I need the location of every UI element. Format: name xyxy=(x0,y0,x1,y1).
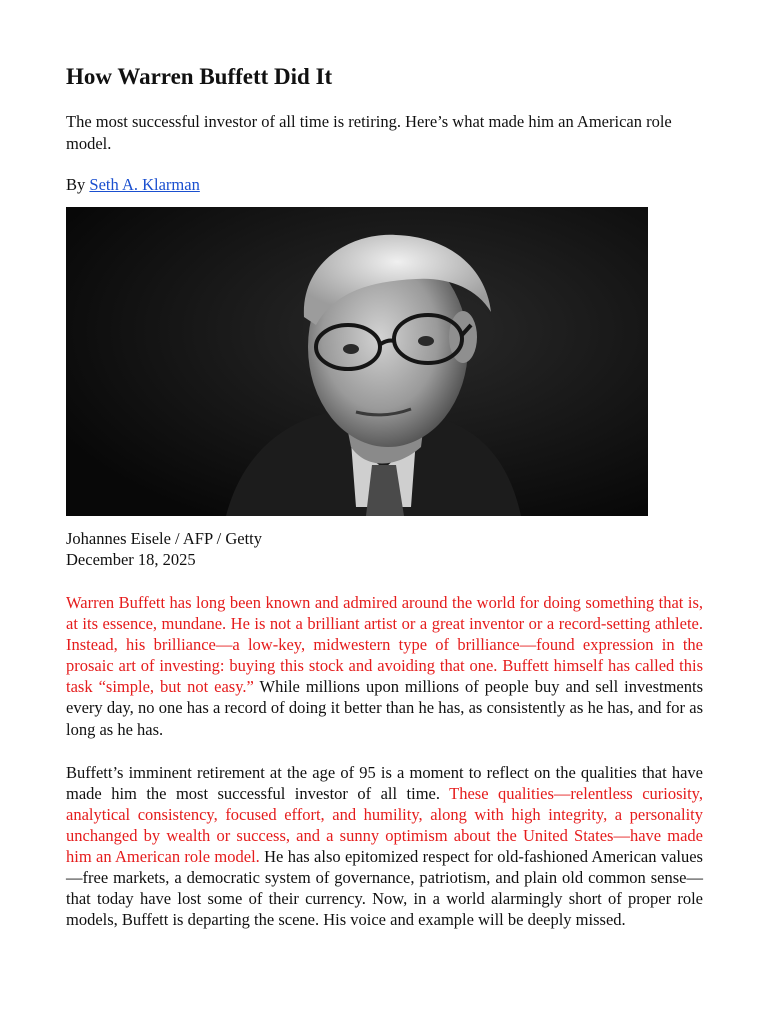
body-paragraph-2 xyxy=(66,762,703,931)
publish-date: December 18, 2025 xyxy=(66,550,196,569)
byline-prefix: By xyxy=(66,175,90,194)
portrait-image xyxy=(66,207,648,516)
highlighted-text: These qualities—relentless curiosity, analytical consistency, focused effort, and humility, along with high integrity, a personality unchanged by wealth or success, and a sunny optimism about the United States—have made him an American role model. xyxy=(66,783,703,867)
body-text: He has also epitomized respect for old-fashioned American values—free markets, a democratic system of governance, patriotism, and plain old common sense—that today have lost some of their currency. Now, in a world alarmingly short of proper role models, Buffett is departing the scene. His voice and example will be deeply missed. xyxy=(66,847,703,930)
author-link[interactable]: Seth A. Klarman xyxy=(89,175,200,194)
body-text: Buffett’s imminent retirement at the age of 95 is a moment to reflect on the qualities that have made him the most successful investor of all time. xyxy=(66,762,703,803)
highlighted-text: Warren Buffett has long been known and admired around the world for doing something that is, at its essence, mundane. He is not a brilliant artist or a great inventor or a record-setting athlete. Instead, his brilliance—a low-key, midwestern type of brilliance—found expression in the prosaic art of investing: buying this stock and avoiding that one. Buffett himself has called this task “simple, but not easy.” xyxy=(66,593,703,697)
byline xyxy=(66,174,703,195)
photo-caption xyxy=(66,528,703,570)
article-title: How Warren Buffett Did It xyxy=(66,64,333,89)
body-text: While millions upon millions of people buy and sell investments every day, no one has a record of doing it better than he has, as consistently as he has, and for as long as he has. xyxy=(66,677,703,739)
article-photo xyxy=(66,207,648,516)
photo-credit: Johannes Eisele / AFP / Getty xyxy=(66,529,263,548)
article-subtitle: The most successful investor of all time is retiring. Here’s what made him an American role model. xyxy=(66,112,672,153)
body-paragraph-1 xyxy=(66,592,703,740)
